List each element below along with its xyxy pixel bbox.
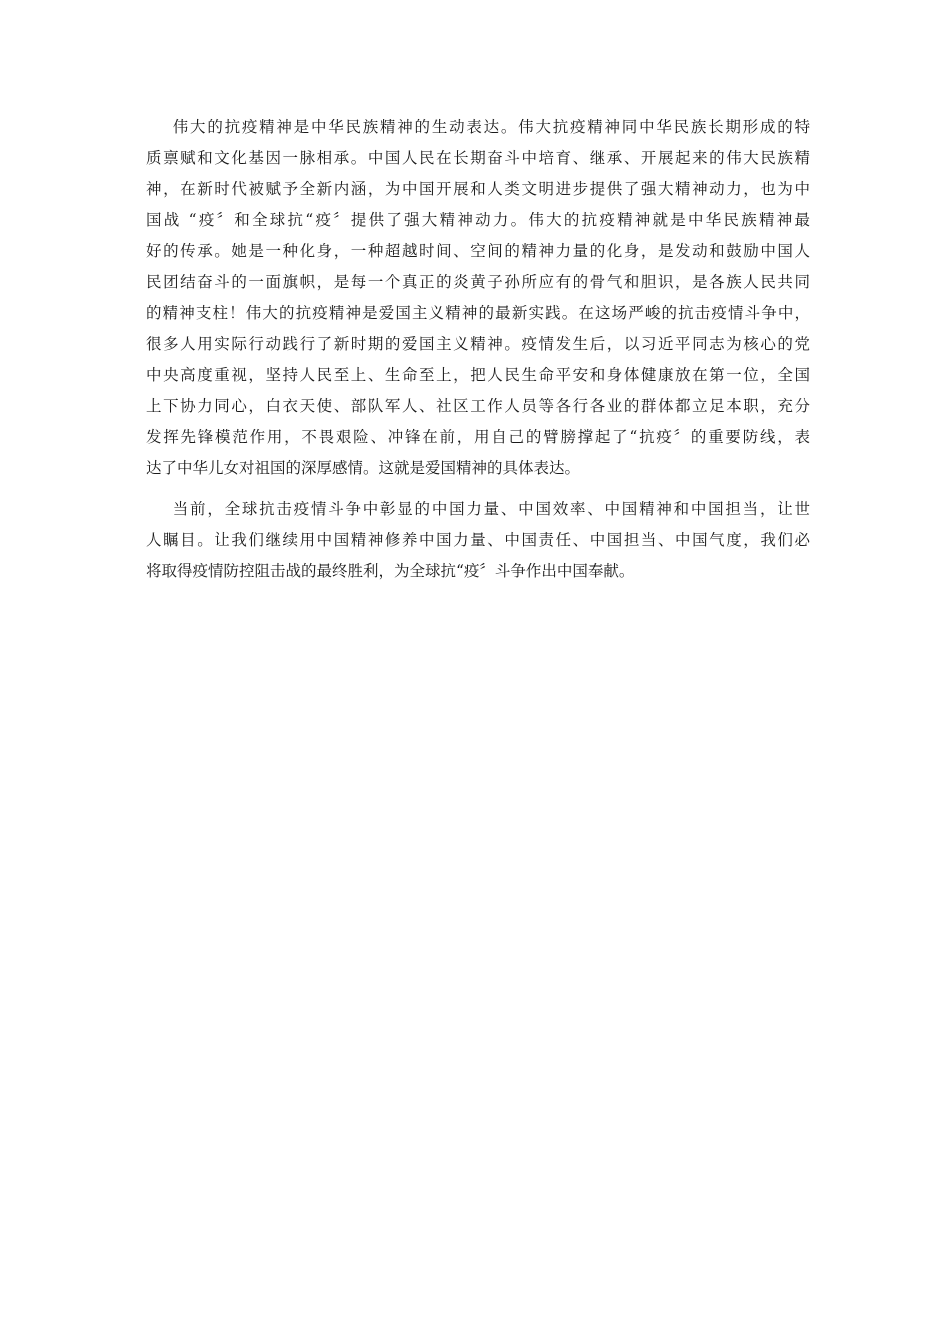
text-line: 当前，全球抗击疫情斗争中彰显的中国力量、中国效率、中国精神和中国担当，让世 xyxy=(146,500,810,518)
paragraph-1 xyxy=(146,112,810,484)
text-line: 好的传承。她是一种化身，一种超越时间、空间的精神力量的化身，是发动和鼓励中国人 xyxy=(146,242,810,260)
text-line: 很多人用实际行动践行了新时期的爱国主义精神。疫情发生后，以习近平同志为核心的党 xyxy=(146,335,810,353)
text-line: 将取得疫情防控阻击战的最终胜利，为全球抗“疫〞斗争作出中国奉献。 xyxy=(146,562,635,580)
text-line: 伟大的抗疫精神是中华民族精神的生动表达。伟大抗疫精神同中华民族长期形成的特 xyxy=(146,118,810,136)
text-line: 的精神支柱！伟大的抗疫精神是爱国主义精神的最新实践。在这场严峻的抗击疫情斗争中， xyxy=(146,304,810,322)
paragraph-2 xyxy=(146,494,810,587)
text-line: 民团结奋斗的一面旗帜，是每一个真正的炎黄子孙所应有的骨气和胆识，是各族人民共同 xyxy=(146,273,810,291)
document-body xyxy=(146,112,810,587)
text-line: 人瞩目。让我们继续用中国精神修养中国力量、中国责任、中国担当、中国气度，我们必 xyxy=(146,531,810,549)
text-line: 中央高度重视，坚持人民至上、生命至上，把人民生命平安和身体健康放在第一位，全国 xyxy=(146,366,810,384)
text-line: 发挥先锋模范作用，不畏艰险、冲锋在前，用自己的臂膀撑起了“抗疫〞的重要防线，表 xyxy=(146,428,810,446)
text-line: 达了中华儿女对祖国的深厚感情。这就是爱国精神的具体表达。 xyxy=(146,459,581,477)
text-line: 上下协力同心，白衣天使、部队军人、社区工作人员等各行各业的群体都立足本职，充分 xyxy=(146,397,810,415)
text-line: 神，在新时代被赋予全新内涵，为中国开展和人类文明进步提供了强大精神动力，也为中 xyxy=(146,180,810,198)
text-line: 质禀赋和文化基因一脉相承。中国人民在长期奋斗中培育、继承、开展起来的伟大民族精 xyxy=(146,149,810,167)
text-line: 国战 “疫〞和全球抗“疫〞提供了强大精神动力。伟大的抗疫精神就是中华民族精神最 xyxy=(146,211,810,229)
